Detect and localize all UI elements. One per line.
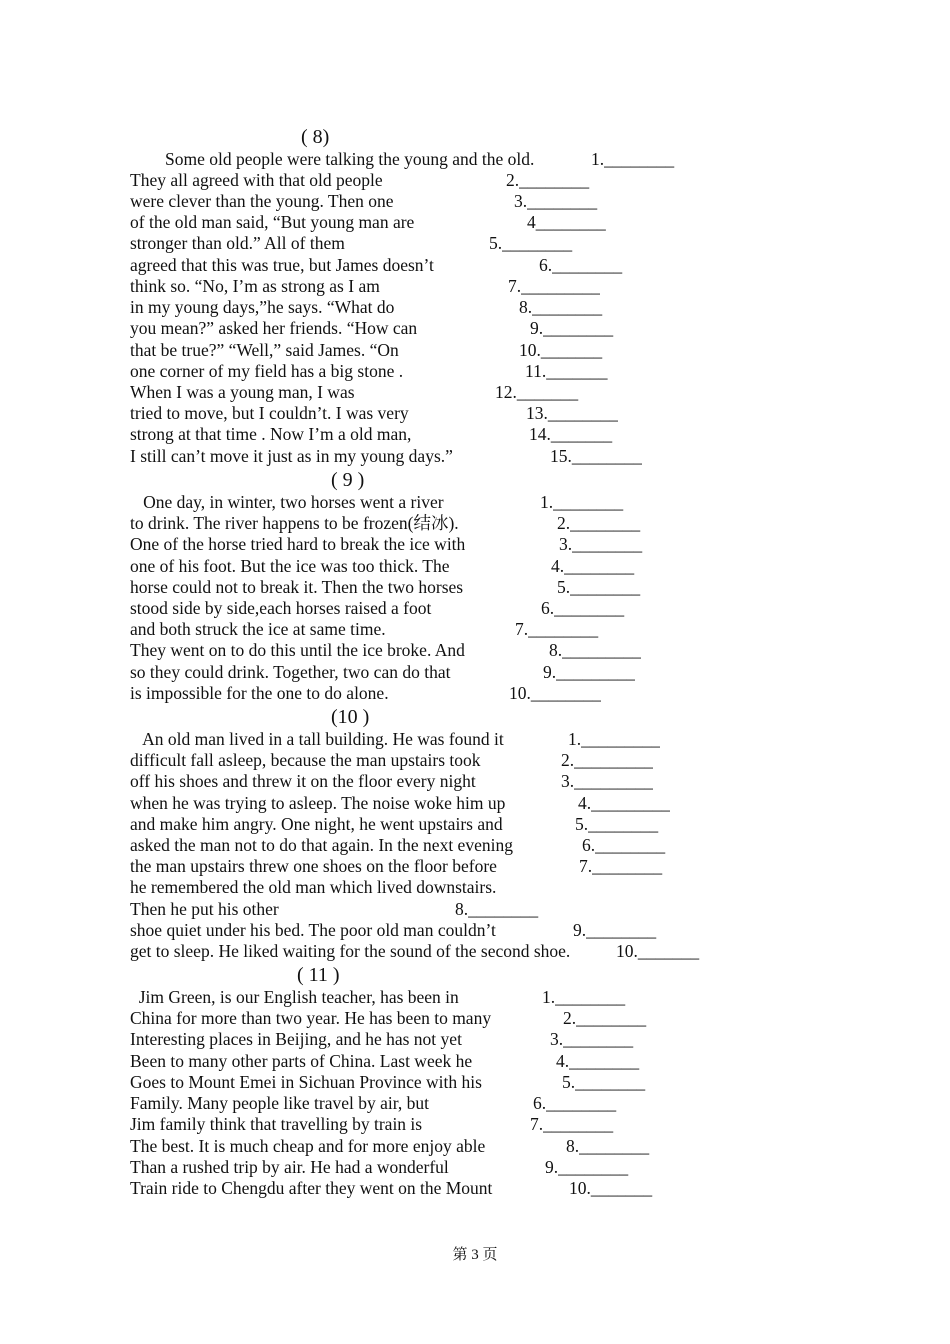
passage-line: Train ride to Chengdu after they went on the Mount (130, 1178, 493, 1198)
passage-line: is impossible for the one to do alone. (130, 683, 389, 703)
passage-line: when he was trying to asleep. The noise woke him up (130, 793, 506, 813)
passage-line: Jim family think that travelling by train is (130, 1114, 423, 1134)
answer-blank: 6.________ (539, 255, 623, 275)
answer-blank: 4.________ (556, 1051, 640, 1071)
passage-line: think so. “No, I’m as strong as I am (130, 276, 380, 296)
answer-blank: 7.________ (530, 1114, 614, 1134)
answer-blank: 8.________ (455, 899, 539, 919)
answer-blank: 5.________ (562, 1072, 646, 1092)
passage-line: get to sleep. He liked waiting for the sound of the second shoe. (130, 941, 571, 961)
answer-blank: 1.________ (591, 149, 675, 169)
passage-line: Jim Green, is our English teacher, has been in (130, 987, 459, 1007)
answer-blank: 11._______ (525, 361, 608, 381)
passage-line: They went on to do this until the ice broke. And (130, 640, 465, 660)
answer-blank: 1._________ (568, 729, 660, 749)
passage-line: and make him angry. One night, he went upstairs and (130, 814, 503, 834)
passage-line: to drink. The river happens to be frozen(结冰). (130, 513, 459, 533)
answer-blank: 8.________ (519, 297, 603, 317)
passage-line: in my young days,”he says. “What do (130, 297, 395, 317)
passage-line: he remembered the old man which lived downstairs. (130, 877, 497, 897)
passage-line: you mean?” asked her friends. “How can (130, 318, 418, 338)
answer-blank: 6.________ (541, 598, 625, 618)
passage-line: strong at that time . Now I’m a old man, (130, 424, 412, 444)
passage-line: the man upstairs threw one shoes on the floor before (130, 856, 497, 876)
answer-blank: 1.________ (540, 492, 624, 512)
passage-line: of the old man said, “But young man are (130, 212, 415, 232)
answer-blank: 2._________ (561, 750, 653, 770)
answer-blank: 2.________ (557, 513, 641, 533)
passage-line: stronger than old.” All of them (130, 233, 345, 253)
passage-line: One of the horse tried hard to break the ice with (130, 534, 466, 554)
passage-line: Been to many other parts of China. Last week he (130, 1051, 473, 1071)
passage-line: that be true?” “Well,” said James. “On (130, 340, 399, 360)
passage-line: I still can’t move it just as in my young days.” (130, 446, 453, 466)
answer-blank: 3._________ (561, 771, 653, 791)
passage-line: asked the man not to do that again. In the next evening (130, 835, 513, 855)
answer-blank: 12._______ (495, 382, 579, 402)
passage-line: Family. Many people like travel by air, but (130, 1093, 429, 1113)
passage-line: one corner of my field has a big stone . (130, 361, 404, 381)
answer-blank: 13.________ (526, 403, 618, 423)
answer-blank: 9._________ (543, 662, 635, 682)
passage-line: shoe quiet under his bed. The poor old man couldn’t (130, 920, 496, 940)
page-number: 第 3 页 (452, 1247, 498, 1263)
passage-line: so they could drink. Together, two can do that (130, 662, 451, 682)
answer-blank: 9.________ (530, 318, 614, 338)
answer-blank: 4._________ (578, 793, 670, 813)
passage-line: Interesting places in Beijing, and he has not yet (130, 1029, 462, 1049)
passage-line: were clever than the young. Then one (130, 191, 394, 211)
answer-blank: 10.________ (509, 683, 601, 703)
passage-line: horse could not to break it. Then the two horses (130, 577, 464, 597)
answer-blank: 5.________ (489, 233, 573, 253)
answer-blank: 10._______ (519, 340, 603, 360)
section-heading: ( 9 ) (331, 469, 365, 491)
passage-line: Some old people were talking the young and the old. (130, 149, 535, 169)
answer-blank: 10._______ (569, 1178, 653, 1198)
passage-line: An old man lived in a tall building. He was found it (130, 729, 504, 749)
passage-line: They all agreed with that old people (130, 170, 383, 190)
answer-blank: 5.________ (557, 577, 641, 597)
passage-line: difficult fall asleep, because the man upstairs took (130, 750, 481, 770)
passage-line: Than a rushed trip by air. He had a wonderful (130, 1157, 449, 1177)
answer-blank: 4________ (527, 212, 606, 232)
answer-blank: 3.________ (514, 191, 598, 211)
passage-line: one of his foot. But the ice was too thick. The (130, 556, 450, 576)
passage-line: One day, in winter, two horses went a river (130, 492, 444, 512)
answer-blank: 4.________ (551, 556, 635, 576)
answer-blank: 2.________ (563, 1008, 647, 1028)
answer-blank: 6.________ (533, 1093, 617, 1113)
answer-blank: 7._________ (508, 276, 600, 296)
answer-blank: 7.________ (579, 856, 663, 876)
answer-blank: 6.________ (582, 835, 666, 855)
passage-line: When I was a young man, I was (130, 382, 355, 402)
passage-line: The best. It is much cheap and for more enjoy able (130, 1136, 486, 1156)
passage-line: off his shoes and threw it on the floor every night (130, 771, 476, 791)
section-heading: ( 11 ) (297, 964, 340, 986)
section-heading: (10 ) (331, 706, 370, 728)
answer-blank: 1.________ (542, 987, 626, 1007)
passage-line: Then he put his other (130, 899, 279, 919)
passage-line: Goes to Mount Emei in Sichuan Province with his (130, 1072, 482, 1092)
answer-blank: 8.________ (566, 1136, 650, 1156)
passage-line: and both struck the ice at same time. (130, 619, 386, 639)
answer-blank: 9.________ (545, 1157, 629, 1177)
answer-blank: 7.________ (515, 619, 599, 639)
section-heading: ( 8) (301, 126, 330, 148)
passage-line: China for more than two year. He has been to many (130, 1008, 492, 1028)
answer-blank: 14._______ (529, 424, 613, 444)
answer-blank: 3.________ (550, 1029, 634, 1049)
passage-line: stood side by side,each horses raised a foot (130, 598, 432, 618)
answer-blank: 10._______ (616, 941, 700, 961)
answer-blank: 2.________ (506, 170, 590, 190)
answer-blank: 3.________ (559, 534, 643, 554)
passage-line: tried to move, but I couldn’t. I was very (130, 403, 409, 423)
answer-blank: 9.________ (573, 920, 657, 940)
answer-blank: 5.________ (575, 814, 659, 834)
answer-blank: 15.________ (550, 446, 642, 466)
passage-line: agreed that this was true, but James doesn’t (130, 255, 434, 275)
answer-blank: 8._________ (549, 640, 641, 660)
